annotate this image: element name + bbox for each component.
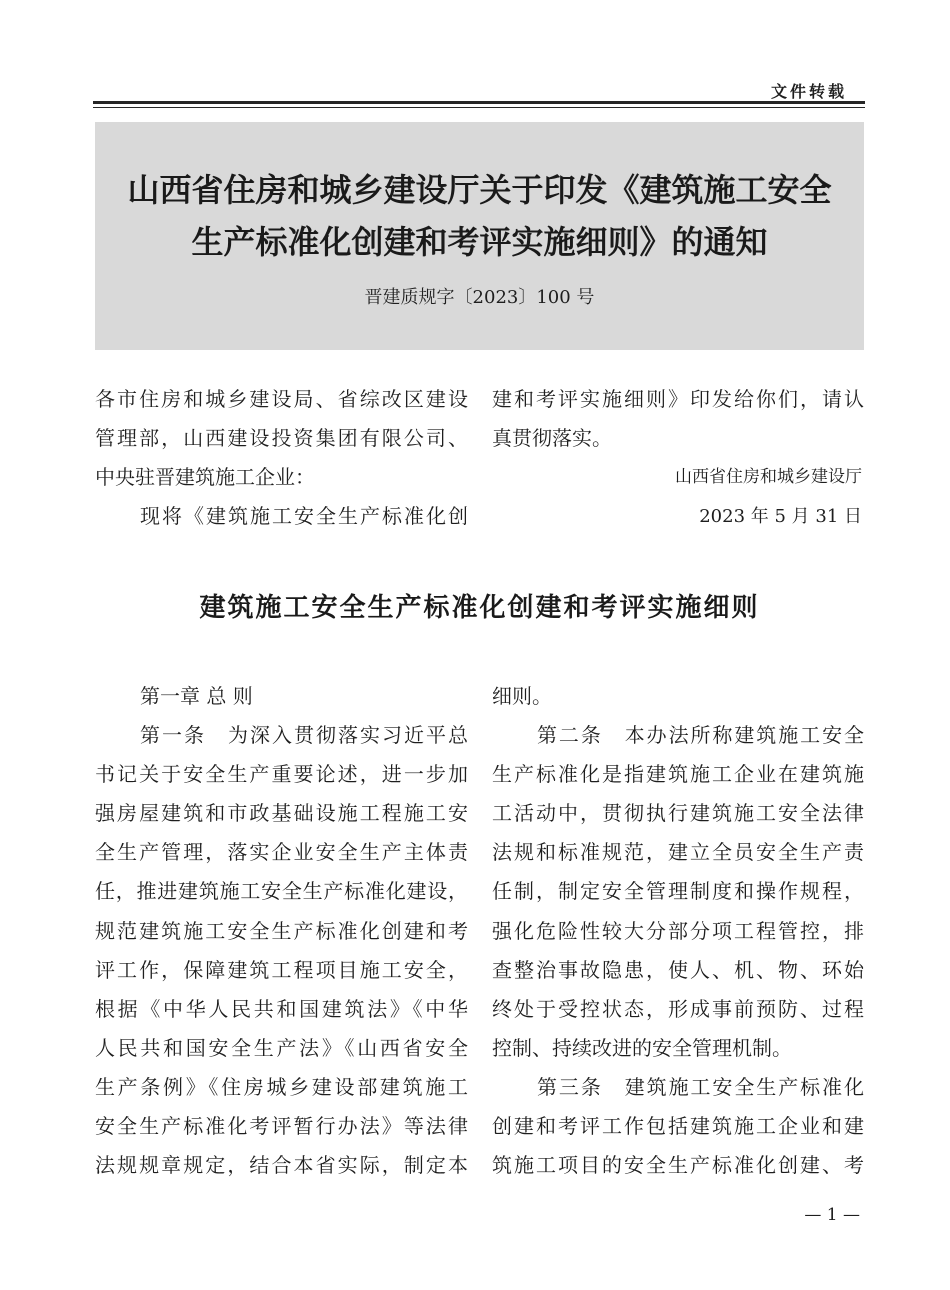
intro-line: 现将《建筑施工安全生产标准化创	[140, 504, 468, 529]
body-line: 第一条 为深入贯彻落实习近平总	[140, 723, 468, 748]
intro-left-column	[95, 380, 468, 536]
body-line: 生产标准化是指建筑施工企业在建筑施	[492, 762, 864, 787]
body-left-column	[95, 677, 468, 1185]
rules-title: 建筑施工安全生产标准化创建和考评实施细则	[199, 593, 760, 623]
body-line: 安全生产标准化考评暂行办法》等法律	[95, 1114, 468, 1139]
section-label: 文件转载	[770, 82, 847, 101]
body-right-column	[492, 677, 864, 1185]
intro-line: 各市住房和城乡建设局、省综改区建设	[95, 387, 468, 411]
notice-title-line: 山西省住房和城乡建设厅关于印发《建筑施工安全	[127, 171, 832, 209]
intro-line: 真贯彻落实。	[492, 426, 612, 451]
body-line: 强化危险性较大分部分项工程管控，排	[492, 918, 864, 943]
intro-line: 中央驻晋建筑施工企业：	[95, 465, 315, 490]
body-line: 查整治事故隐患，使人、机、物、环始	[492, 957, 864, 982]
body-line: 细则。	[492, 684, 552, 708]
body-line: 终处于受控状态，形成事前预防、过程	[492, 996, 864, 1021]
body-line: 创建和考评工作包括建筑施工企业和建	[492, 1114, 864, 1139]
body-line: 第三条 建筑施工安全生产标准化	[537, 1074, 864, 1099]
body-line: 法规规章规定，结合本省实际，制定本	[95, 1153, 468, 1178]
header-rule-thick	[93, 101, 865, 104]
body-line: 根据《中华人民共和国建筑法》《中华	[95, 996, 468, 1021]
body-line: 书记关于安全生产重要论述，进一步加	[95, 762, 468, 787]
body-line: 评工作，保障建筑工程项目施工安全，	[95, 957, 468, 982]
body-line: 任制，制定安全管理制度和操作规程，	[492, 879, 864, 904]
intro-line: 管理部，山西建设投资集团有限公司、	[95, 426, 468, 451]
body-line: 第二条 本办法所称建筑施工安全	[537, 723, 864, 748]
issuer-signature: 山西省住房和城乡建设厅	[675, 467, 862, 488]
body-line: 生产条例》《住房城乡建设部建筑施工	[95, 1074, 468, 1099]
document-number: 晋建质规字〔2023〕100 号	[364, 287, 595, 308]
body-line: 工活动中，贯彻执行建筑施工安全法律	[492, 801, 864, 826]
header-rule-thin	[93, 107, 865, 108]
body-line: 规范建筑施工安全生产标准化创建和考	[95, 918, 468, 943]
page-number: — 1 —	[804, 1205, 860, 1225]
notice-title-line: 生产标准化创建和考评实施细则》的通知	[191, 223, 768, 261]
chapter-heading: 第一章 总 则	[140, 684, 253, 708]
intro-line: 建和考评实施细则》印发给你们，请认	[492, 387, 864, 411]
body-line: 筑施工项目的安全生产标准化创建、考	[492, 1153, 864, 1178]
body-line: 法规和标准规范，建立全员安全生产责	[492, 840, 864, 865]
body-line: 任，推进建筑施工安全生产标准化建设，	[95, 879, 468, 904]
body-line: 全生产管理，落实企业安全生产主体责	[95, 840, 468, 865]
issue-date: 2023 年 5 月 31 日	[699, 506, 862, 528]
notice-title-box	[95, 122, 864, 350]
body-line: 控制、持续改进的安全管理机制。	[492, 1035, 792, 1060]
body-line: 强房屋建筑和市政基础设施工程施工安	[95, 801, 468, 826]
body-line: 人民共和国安全生产法》《山西省安全	[95, 1035, 468, 1060]
intro-right-column	[492, 380, 864, 536]
